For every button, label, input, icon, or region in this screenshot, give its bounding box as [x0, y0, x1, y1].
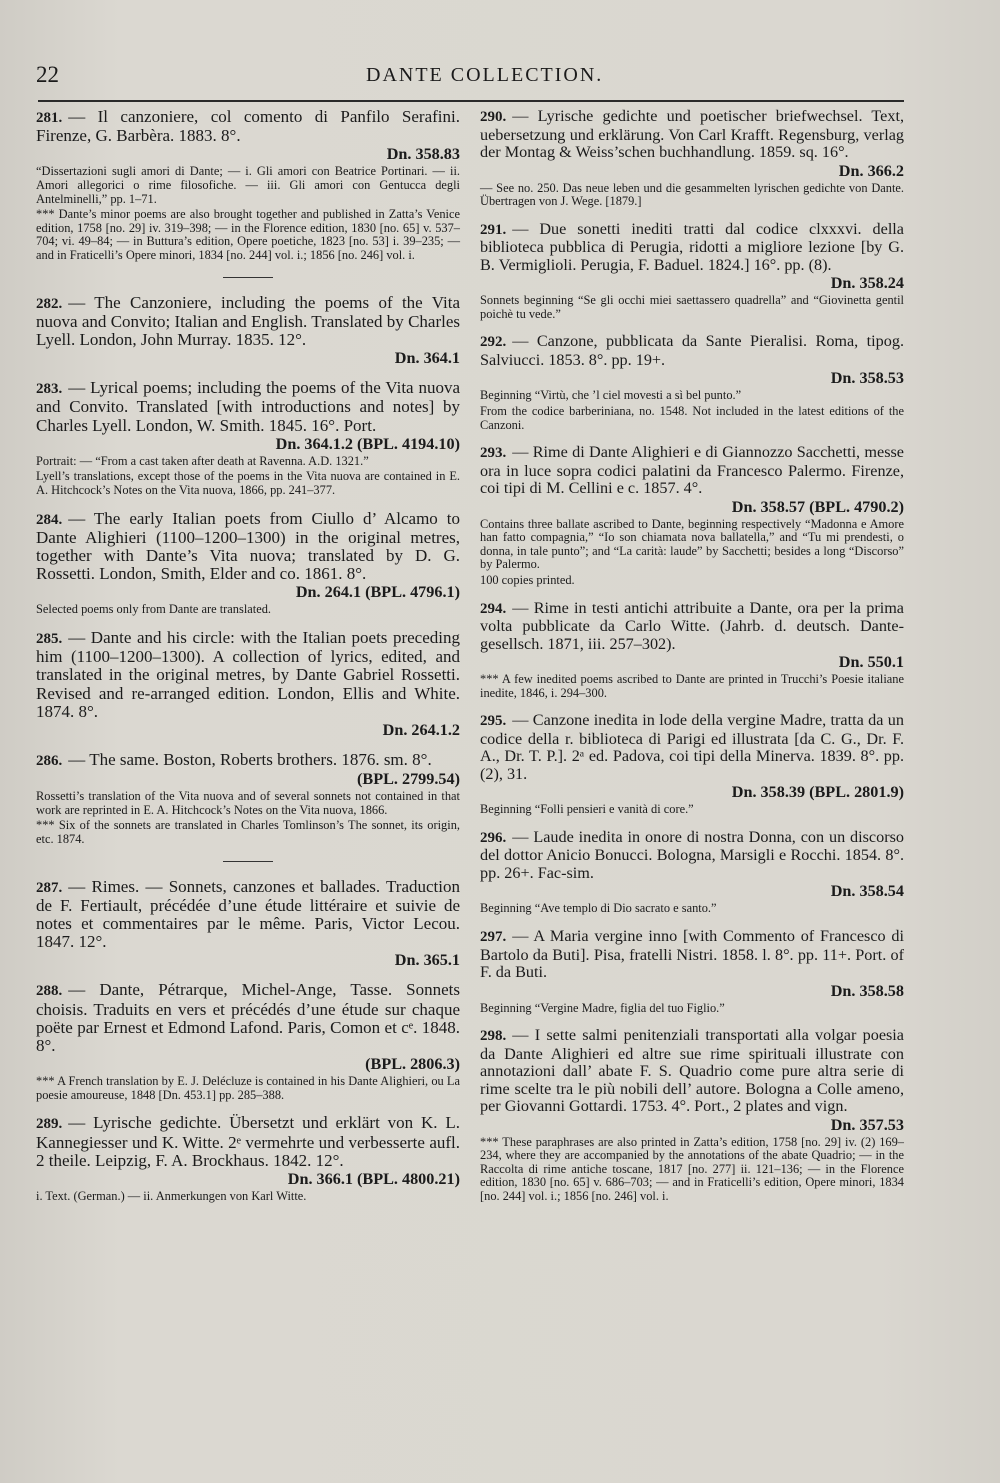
call-number: Dn. 365.1	[394, 951, 460, 970]
entry-number: 281.	[36, 110, 63, 126]
entry-note: *** These paraphrases are also printed in Zatta’s edition, 1758 [no. 29] iv. (2) 169–234, where they are accompanied by the annotations of the abate Quadrio; — in the Raccolta di rime antiche toscane, 1817 [no. 277] ii. 121–136; — in the Florence edition, 1830 [no. 65] v. 686–703; — and in Fraticelli’s edition, Opere minori, 1834 [no. 244] vol. i.; 1856 [no. 246] vol. i.	[480, 1134, 904, 1203]
catalog-entry	[480, 829, 904, 916]
entry-note: *** A French translation by E. J. Delécluze is contained in his Dante Alighieri, ou La poesie amoureuse, 1848 [Dn. 453.1] pp. 285–388.	[36, 1074, 460, 1102]
entry-note: *** A few inedited poems ascribed to Dante are printed in Trucchi’s Poesie italiane inedite, 1846, i. 294–300.	[480, 672, 904, 700]
entry-note: Beginning “Virtù, che ’l ciel movesti a sì bel punto.”	[480, 388, 742, 403]
call-number: Dn. 550.1	[838, 653, 904, 672]
entry-note: Selected poems only from Dante are translated.	[36, 602, 271, 617]
catalog-entry	[36, 379, 460, 497]
page-header	[36, 62, 936, 92]
catalog-entry	[480, 333, 904, 432]
catalog-entry	[480, 712, 904, 817]
entry-number: 289.	[36, 1116, 63, 1133]
call-number: (BPL. 2806.3)	[365, 1055, 460, 1074]
entry-text	[36, 294, 460, 350]
catalog-entry	[480, 928, 904, 1015]
catalog-entry	[36, 981, 460, 1102]
catalog-entry	[36, 878, 460, 970]
entry-text	[480, 928, 904, 982]
entry-number: 297.	[480, 929, 507, 945]
entry-text	[480, 1027, 904, 1116]
call-number: Dn. 358.39 (BPL. 2801.9)	[731, 783, 904, 802]
entry-number: 298.	[480, 1028, 507, 1045]
entry-text	[36, 379, 460, 435]
entry-note: Beginning “Vergine Madre, figlia del tuo Figlio.”	[480, 1000, 725, 1015]
call-number: Dn. 364.1.2 (BPL. 4194.10)	[275, 434, 460, 453]
catalog-entry	[480, 600, 904, 701]
entry-note: Beginning “Ave templo di Dio sacrato e santo.”	[480, 901, 717, 916]
entry-text	[36, 878, 460, 952]
catalog-entry	[36, 108, 460, 263]
entry-description: — Dante, Pétrarque, Michel-Ange, Tasse. Sonnets choisis. Traduits en vers et précédés d’une étude sur chaque poëte par Ernest et Edmond Lafond. Paris, Comon et cᵉ. 1848. 8°.	[36, 980, 460, 1055]
entry-description: — Il canzoniere, col comento di Panfilo Serafini. Firenze, G. Barbèra. 1883. 8°.	[36, 107, 460, 146]
catalog-entry	[480, 1027, 904, 1203]
entry-number: 296.	[480, 829, 507, 846]
entry-description: — Lyrische gedichte und poetischer briefwechsel. Text, uebersetzung und erklärung. Von Carl Krafft. Regensburg, verlag der Montag & Weiss’schen buchhandlung. 1859. sq. 16°.	[480, 107, 904, 161]
call-number: Dn. 358.57 (BPL. 4790.2)	[731, 497, 904, 516]
entry-number: 295.	[480, 713, 507, 730]
entry-note: *** Six of the sonnets are translated in Charles Tomlinson’s The sonnet, its origin, etc. 1874.	[36, 818, 460, 846]
entry-description: — Canzone, pubblicata da Sante Pieralisi. Roma, tipog. Salviucci. 1853. 8°. pp. 19+.	[480, 332, 904, 369]
entry-note: Beginning “Folli pensieri e vanità di core.”	[480, 802, 694, 817]
entry-text	[36, 629, 460, 721]
entry-description: — Rime di Dante Alighieri e di Giannozzo Sacchetti, messe ora in luce sopra codici palatini da Francesco Palermo. Firenze, coi tipi di M. Cellini e c. 1857. 4°.	[480, 443, 904, 498]
entry-text	[480, 712, 904, 783]
entry-description: — The same. Boston, Roberts brothers. 1876. sm. 8°.	[68, 749, 432, 769]
entry-note: i. Text. (German.) — ii. Anmerkungen von Karl Witte.	[36, 1188, 307, 1203]
catalog-entry	[36, 510, 460, 617]
entry-description: — The early Italian poets from Ciullo d’ Alcamo to Dante Alighieri (1100–1200–1300) in the original metres, together with Dante’s Vita nuova; translated by D. G. Rossetti. London, Smith, Elder and co. 1861. 8°.	[36, 508, 460, 584]
entry-number: 294.	[480, 600, 507, 617]
entry-number: 285.	[36, 630, 63, 647]
entry-number: 283.	[36, 381, 63, 398]
call-number: Dn. 358.83	[386, 145, 460, 164]
entry-number: 290.	[480, 109, 507, 125]
header-rule	[38, 100, 904, 102]
entry-text	[480, 829, 904, 883]
entry-text	[480, 333, 904, 369]
entry-note: “Dissertazioni sugli amori di Dante; — i. Gli amori con Beatrice Portinari. — ii. Amori allegorici o rime filosofiche. — iii. Gli amori con Gentucca degli Antelminelli,” pp. 1–71.	[36, 164, 460, 206]
catalog-entry	[480, 444, 904, 587]
entry-note: — See no. 250. Das neue leben und die gesammelten lyrischen gedichte von Dante. Übertragen von J. Wege. [1879.]	[480, 180, 904, 209]
left-column	[36, 108, 460, 1216]
entry-description: — Laude inedita in onore di nostra Donna, con un discorso del dottor Anicio Bonucci. Bologna, Marsigli e Rocchi. 1854. 8°. pp. 26+. Fac-sim.	[480, 827, 904, 882]
call-number: Dn. 357.53	[830, 1115, 904, 1134]
page-number: 22	[36, 62, 59, 87]
call-number: Dn. 264.1.2	[382, 720, 460, 739]
entry-number: 286.	[36, 752, 63, 769]
catalog-entry	[36, 629, 460, 739]
entry-text	[36, 108, 460, 145]
call-number: Dn. 358.58	[830, 981, 904, 1000]
call-number: Dn. 264.1 (BPL. 4796.1)	[295, 583, 460, 602]
entry-note: Contains three ballate ascribed to Dante, beginning respectively “Madonna e Amore han fatto compagnia,” “Io son chiamata nova ballatella,” and “Tu mi prendesti, o donna, in tale punto”; and “La carità: laude” by Sacchetti; besides a long “Discorso” by Palermo.	[480, 516, 904, 572]
call-number: Dn. 364.1	[394, 349, 460, 368]
entry-description: — The Canzoniere, including the poems of the Vita nuova and Convito; Italian and English. Translated by Charles Lyell. London, John Murray. 1835. 12°.	[36, 292, 460, 349]
entry-description: — I sette salmi penitenziali transportati alla volgar poesia da Dante Alighieri ed altre sue rime spirituali illustrate con annotazioni dall’ abate F. S. Quadrio come pure altra serie di rime scelte tra le più nobili dell’ autore. Bologna a Colle ameno, per Giovanni Gottardi. 1753. 4°. Port., 2 plates and vign.	[480, 1026, 904, 1116]
entry-number: 287.	[36, 879, 63, 896]
entry-number: 284.	[36, 511, 63, 528]
entry-text	[480, 600, 904, 654]
entry-note: 100 copies printed.	[480, 573, 575, 588]
entry-note: Lyell’s translations, except those of the poems in the Vita nuova are contained in E. A. Hitchcock’s Notes on the Vita nuova, 1866, pp. 241–377.	[36, 469, 460, 497]
entry-description: — Due sonetti inediti tratti dal codice clxxxvi. della biblioteca pubblica di Perugia, ridotti a migliore lezione [by G. B. Vermiglioli. Perugia, F. Baduel. 1824.] 16°. pp. (8).	[480, 219, 904, 274]
entry-text	[480, 108, 904, 162]
entry-note: From the codice barberiniana, no. 1548. Not included in the latest editions of the Canzoni.	[480, 403, 904, 432]
catalog-entry	[36, 1114, 460, 1203]
call-number: (BPL. 2799.54)	[357, 770, 460, 789]
entry-text	[480, 221, 904, 275]
catalog-entry	[480, 108, 904, 209]
entry-note: *** Dante’s minor poems are also brought together and published in Zatta’s Venice edition, 1758 [no. 29] iv. 319–398; — in the Florence edition, 1830 [no. 65] v. 537–704; vi. 49–84; — in Buttura’s edition, Opere poetiche, 1823 [no. 53] i. 39–235; — and in Fraticelli’s Opere minori, 1834 [no. 244] vol. i.; 1856 [no. 246] vol. i.	[36, 207, 460, 262]
entry-text	[36, 981, 460, 1055]
call-number: Dn. 358.53	[830, 369, 904, 388]
entry-note: Rossetti’s translation of the Vita nuova and of several sonnets not contained in that work are reprinted in E. A. Hitchcock’s Notes on the Vita nuova, 1866.	[36, 789, 460, 817]
entry-description: — A Maria vergine inno [with Commento of Francesco di Bartolo da Buti]. Pisa, fratelli Nistri. 1858. l. 8°. pp. 11+. Port. of F. da Buti.	[480, 927, 904, 981]
catalog-entry	[36, 751, 460, 847]
entry-note: Portrait: — “From a cast taken after death at Ravenna. A.D. 1321.”	[36, 453, 369, 468]
call-number: Dn. 358.54	[830, 882, 904, 901]
right-column	[480, 108, 904, 1216]
entry-description: — Rime in testi antichi attribuite a Dante, ora per la prima volta pubblicate da Carlo Witte. (Jahrb. d. deutsch. Dante-gesellsch. 1871, iii. 257–302).	[480, 598, 904, 653]
entry-description: — Lyrical poems; including the poems of the Vita nuova and Convito. Translated [with introductions and notes] by Charles Lyell. London, W. Smith. 1845. 16°. Port.	[36, 378, 460, 435]
entry-note: Sonnets beginning “Se gli occhi miei saettassero quadrella” and “Giovinetta gentil poichè tu vede.”	[480, 293, 904, 321]
entry-description: — Lyrische gedichte. Übersetzt und erklärt von K. L. Kannegiesser und K. Witte. 2ᵉ vermehrte und verbesserte aufl. 2 theile. Leipzig, F. A. Brockhaus. 1842. 12°.	[36, 1113, 460, 1170]
entry-text	[36, 1114, 460, 1170]
entry-description: — Dante and his circle: with the Italian poets preceding him (1100–1200–1300). A collection of lyrics, edited, and translated in the original metres, by Dante Gabriel Rossetti. Revised and re-arranged edition. London, Ellis and White. 1874. 8°.	[36, 627, 460, 721]
catalog-entry	[480, 221, 904, 322]
entry-text	[480, 444, 904, 498]
entry-number: 288.	[36, 983, 63, 1000]
entry-text	[36, 751, 460, 770]
call-number: Dn. 358.24	[830, 274, 904, 293]
entry-number: 282.	[36, 295, 63, 312]
call-number: Dn. 366.2	[838, 161, 904, 180]
entry-text	[36, 510, 460, 584]
catalog-entry	[36, 294, 460, 368]
section-divider	[223, 277, 273, 278]
entry-number: 291.	[480, 221, 507, 238]
entry-description: — Canzone inedita in lode della vergine Madre, tratta da un codice della r. biblioteca di Parigi ed illustrata [da C. G., Dr. F. A., Dr. T. P.]. 2ᵃ ed. Padova, coi tipi della Minerva. 1839. 8°. pp. (2), 31.	[480, 711, 904, 783]
running-title: DANTE COLLECTION.	[366, 64, 604, 86]
entry-description: — Rimes. — Sonnets, canzones et ballades. Traduction de F. Fertiault, précédée d’une étude littéraire et suivie de notes et commentaires par le même. Paris, Victor Lecou. 1847. 12°.	[36, 876, 460, 952]
call-number: Dn. 366.1 (BPL. 4800.21)	[287, 1169, 460, 1188]
section-divider	[223, 861, 273, 862]
entry-number: 293.	[480, 445, 507, 462]
entry-number: 292.	[480, 334, 507, 351]
